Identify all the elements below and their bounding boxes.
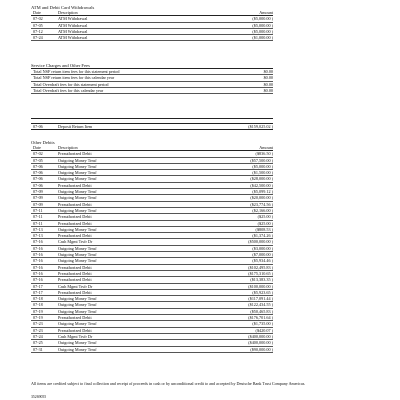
row-amount: ($5,000.00 ) bbox=[252, 22, 273, 28]
row-amount: ($20,000.00 ) bbox=[250, 195, 273, 201]
date-header: Date bbox=[33, 10, 41, 15]
row-description: Outgoing Money Trnsf bbox=[58, 176, 97, 182]
row-description: Preauthorized Debit bbox=[58, 315, 92, 321]
row-amount: ($28,000.00 ) bbox=[250, 176, 273, 182]
row-description: Outgoing Money Trnsf bbox=[58, 245, 97, 251]
row-amount: ($1,374.26 ) bbox=[252, 233, 273, 239]
row-amount: ($25.00 ) bbox=[257, 220, 273, 226]
row-amount: ($420.07 ) bbox=[255, 327, 273, 333]
row-description: Outgoing Money Trnsf bbox=[58, 189, 97, 195]
section-title: Other Debits bbox=[31, 140, 55, 145]
row-amount: ($1,735.00 ) bbox=[252, 321, 273, 327]
row-amount: ($50,465.83 ) bbox=[250, 308, 273, 314]
row-amount: ($400,000.00 ) bbox=[248, 333, 273, 339]
amount-header: Amount bbox=[259, 145, 273, 150]
row-date: 07-06 bbox=[33, 176, 43, 182]
row-date: 07-02 bbox=[33, 151, 43, 157]
row-date: 07-05 bbox=[33, 22, 43, 28]
row-description: Outgoing Money Trnsf bbox=[58, 163, 97, 169]
row-amount: ($836.50 ) bbox=[255, 151, 273, 157]
row-date: 07-16 bbox=[33, 277, 43, 283]
row-amount: ($5,000.00 ) bbox=[252, 16, 273, 22]
row-amount: ($5,099.12 ) bbox=[252, 189, 273, 195]
atm-withdrawals-section bbox=[31, 5, 273, 41]
row-amount: ($122,434.55 ) bbox=[248, 302, 273, 308]
row-description: ATM Withdrawal bbox=[58, 35, 88, 41]
row-amount: ($175,310.65 ) bbox=[248, 270, 273, 276]
row-description: Outgoing Money Trnsf bbox=[58, 157, 97, 163]
row-date: 07-06 bbox=[33, 163, 43, 169]
row-date: 07-11 bbox=[33, 214, 43, 220]
row-date: 07-02 bbox=[33, 16, 43, 22]
row-date: 07-16 bbox=[33, 245, 43, 251]
row-amount: ($102,495.83 ) bbox=[248, 264, 273, 270]
row-amount: ($25.00 ) bbox=[257, 214, 273, 220]
row-description: Preauthorized Debit bbox=[58, 327, 92, 333]
row-date: 07-12 bbox=[33, 28, 43, 34]
row-description: Deposit Return Item bbox=[58, 124, 93, 129]
deposit-return-row bbox=[31, 123, 273, 130]
row-description: Outgoing Money Trnsf bbox=[58, 296, 97, 302]
amount-header: Amount bbox=[259, 10, 273, 15]
row-date: 07-16 bbox=[33, 239, 43, 245]
divider bbox=[31, 118, 273, 119]
row-description: Preauthorized Debit bbox=[58, 220, 92, 226]
row-date: 07-17 bbox=[33, 283, 43, 289]
row-date: 07-11 bbox=[33, 220, 43, 226]
footer-note: All items are credited subject to final collection and receipt of proceeds in cash or by unconditional credit to and accepted by Deutsche Bank Trust Company Americas. bbox=[31, 381, 306, 386]
row-amount: $0.00 bbox=[263, 87, 273, 93]
row-date: 07-11 bbox=[33, 207, 43, 213]
row-description: ATM Withdrawal bbox=[58, 16, 88, 22]
row-amount: ($5,923.65 ) bbox=[252, 289, 273, 295]
row-amount: ($100,000.00 ) bbox=[248, 283, 273, 289]
table-row bbox=[31, 35, 273, 41]
row-amount: $0.00 bbox=[263, 75, 273, 81]
row-date: 07-24 bbox=[33, 35, 43, 41]
row-description: ATM Withdrawal bbox=[58, 22, 88, 28]
row-date: 07-31 bbox=[33, 346, 43, 352]
date-header: Date bbox=[33, 145, 41, 150]
row-description: Total NSF return item fees for this statement period bbox=[33, 69, 120, 74]
row-description: Outgoing Money Trnsf bbox=[58, 195, 97, 201]
row-date: 07-19 bbox=[33, 308, 43, 314]
row-amount: ($7,000.00 ) bbox=[252, 252, 273, 258]
row-amount: ($1,500.00 ) bbox=[252, 170, 273, 176]
row-date: 07-18 bbox=[33, 302, 43, 308]
row-amount: ($176,701.64 ) bbox=[248, 315, 273, 321]
row-amount: ($5,000.00 ) bbox=[252, 163, 273, 169]
row-description: Outgoing Money Trnsf bbox=[58, 170, 97, 176]
section-title: Service Charges and Other Fees bbox=[31, 63, 90, 68]
row-amount: ($42,500.00 ) bbox=[250, 182, 273, 188]
row-description: Outgoing Money Trnsf bbox=[58, 207, 97, 213]
fee-rows bbox=[31, 69, 273, 94]
row-date: 07-18 bbox=[33, 296, 43, 302]
row-description: Outgoing Money Trnsf bbox=[58, 321, 97, 327]
description-header: Description bbox=[58, 10, 78, 15]
row-description: Outgoing Money Trnsf bbox=[58, 308, 97, 314]
row-date: 07-25 bbox=[33, 340, 43, 346]
row-date: 07-23 bbox=[33, 327, 43, 333]
row-description: Preauthorized Debit bbox=[58, 214, 92, 220]
row-description: Preauthorized Debit bbox=[58, 201, 92, 207]
row-description: Cash Mgmt Trsfr Dr bbox=[58, 239, 93, 245]
row-description: Preauthorized Debit bbox=[58, 270, 92, 276]
row-date: 07-17 bbox=[33, 289, 43, 295]
row-date: 07-16 bbox=[33, 252, 43, 258]
row-date: 07-16 bbox=[33, 270, 43, 276]
row-description: Total NSF return item fees for this calendar year bbox=[33, 75, 115, 81]
row-description: Preauthorized Debit bbox=[58, 289, 92, 295]
row-date: 07-13 bbox=[33, 233, 43, 239]
row-description: Outgoing Money Trnsf bbox=[58, 302, 97, 308]
row-date: 07-19 bbox=[33, 315, 43, 321]
row-description: Total Overdraft fees for this statement period bbox=[33, 81, 109, 87]
row-amount: ($117,091.44 ) bbox=[248, 296, 273, 302]
row-amount: ($5,000.00 ) bbox=[252, 28, 273, 34]
deposit-return-section bbox=[31, 118, 273, 130]
table-row bbox=[31, 88, 273, 94]
row-amount: $0.00 bbox=[263, 81, 273, 87]
row-description: Outgoing Money Trnsf bbox=[58, 226, 97, 232]
row-description: Outgoing Money Trnsf bbox=[58, 340, 97, 346]
row-amount: ($2,166.00 ) bbox=[252, 207, 273, 213]
row-date: 07-06 bbox=[33, 170, 43, 176]
row-amount: ($400,000.00 ) bbox=[248, 340, 273, 346]
table-row bbox=[31, 347, 273, 353]
atm-rows bbox=[31, 16, 273, 41]
row-date: 07-05 bbox=[33, 157, 43, 163]
row-date: 07-24 bbox=[33, 333, 43, 339]
row-amount: ($3,000.00 ) bbox=[252, 245, 273, 251]
row-description: Total Overdraft fees for this calendar year bbox=[33, 87, 104, 93]
row-date: 07-09 bbox=[33, 189, 43, 195]
row-date: 07-06 bbox=[33, 182, 43, 188]
row-description: Outgoing Money Trnsf bbox=[58, 346, 97, 352]
row-description: Preauthorized Debit bbox=[58, 151, 92, 157]
row-date: 07-16 bbox=[33, 258, 43, 264]
row-amount: ($90,000.00 ) bbox=[250, 346, 273, 352]
row-date: 07-13 bbox=[33, 226, 43, 232]
row-date: 07-23 bbox=[33, 321, 43, 327]
section-title: ATM and Debit Card Withdrawals bbox=[31, 5, 95, 10]
row-description: ATM Withdrawal bbox=[58, 28, 88, 34]
row-date: 07-06 bbox=[33, 124, 43, 129]
row-description: Preauthorized Debit bbox=[58, 182, 92, 188]
other-debits-section bbox=[31, 140, 273, 353]
row-description: Preauthorized Debit bbox=[58, 277, 92, 283]
row-date: 07-09 bbox=[33, 201, 43, 207]
service-charges-section bbox=[31, 63, 273, 94]
row-description: Outgoing Money Trnsf bbox=[58, 258, 97, 264]
page-id: 35269055 bbox=[31, 395, 47, 399]
row-date: 07-09 bbox=[33, 195, 43, 201]
row-description: Cash Mgmt Trsfr Dr bbox=[58, 283, 93, 289]
row-description: Preauthorized Debit bbox=[58, 233, 92, 239]
description-header: Description bbox=[58, 145, 78, 150]
row-amount: ($13,383.35 ) bbox=[250, 277, 273, 283]
row-amount: ($57,500.00 ) bbox=[250, 157, 273, 163]
row-amount: ($23,774.56 ) bbox=[250, 201, 273, 207]
row-description: Preauthorized Debit bbox=[58, 264, 92, 270]
debit-rows bbox=[31, 151, 273, 353]
row-amount: ($5,934.46 ) bbox=[252, 258, 273, 264]
row-amount: ($1,000.00 ) bbox=[252, 35, 273, 41]
row-amount: $0.00 bbox=[263, 69, 273, 74]
row-amount: ($500,000.00 ) bbox=[248, 239, 273, 245]
row-amount: ($808.53 ) bbox=[255, 226, 273, 232]
row-description: Cash Mgmt Trsfr Dr bbox=[58, 333, 93, 339]
row-date: 07-16 bbox=[33, 264, 43, 270]
row-description: Outgoing Money Trnsf bbox=[58, 252, 97, 258]
row-amount: ($159,025.02 ) bbox=[248, 124, 273, 129]
